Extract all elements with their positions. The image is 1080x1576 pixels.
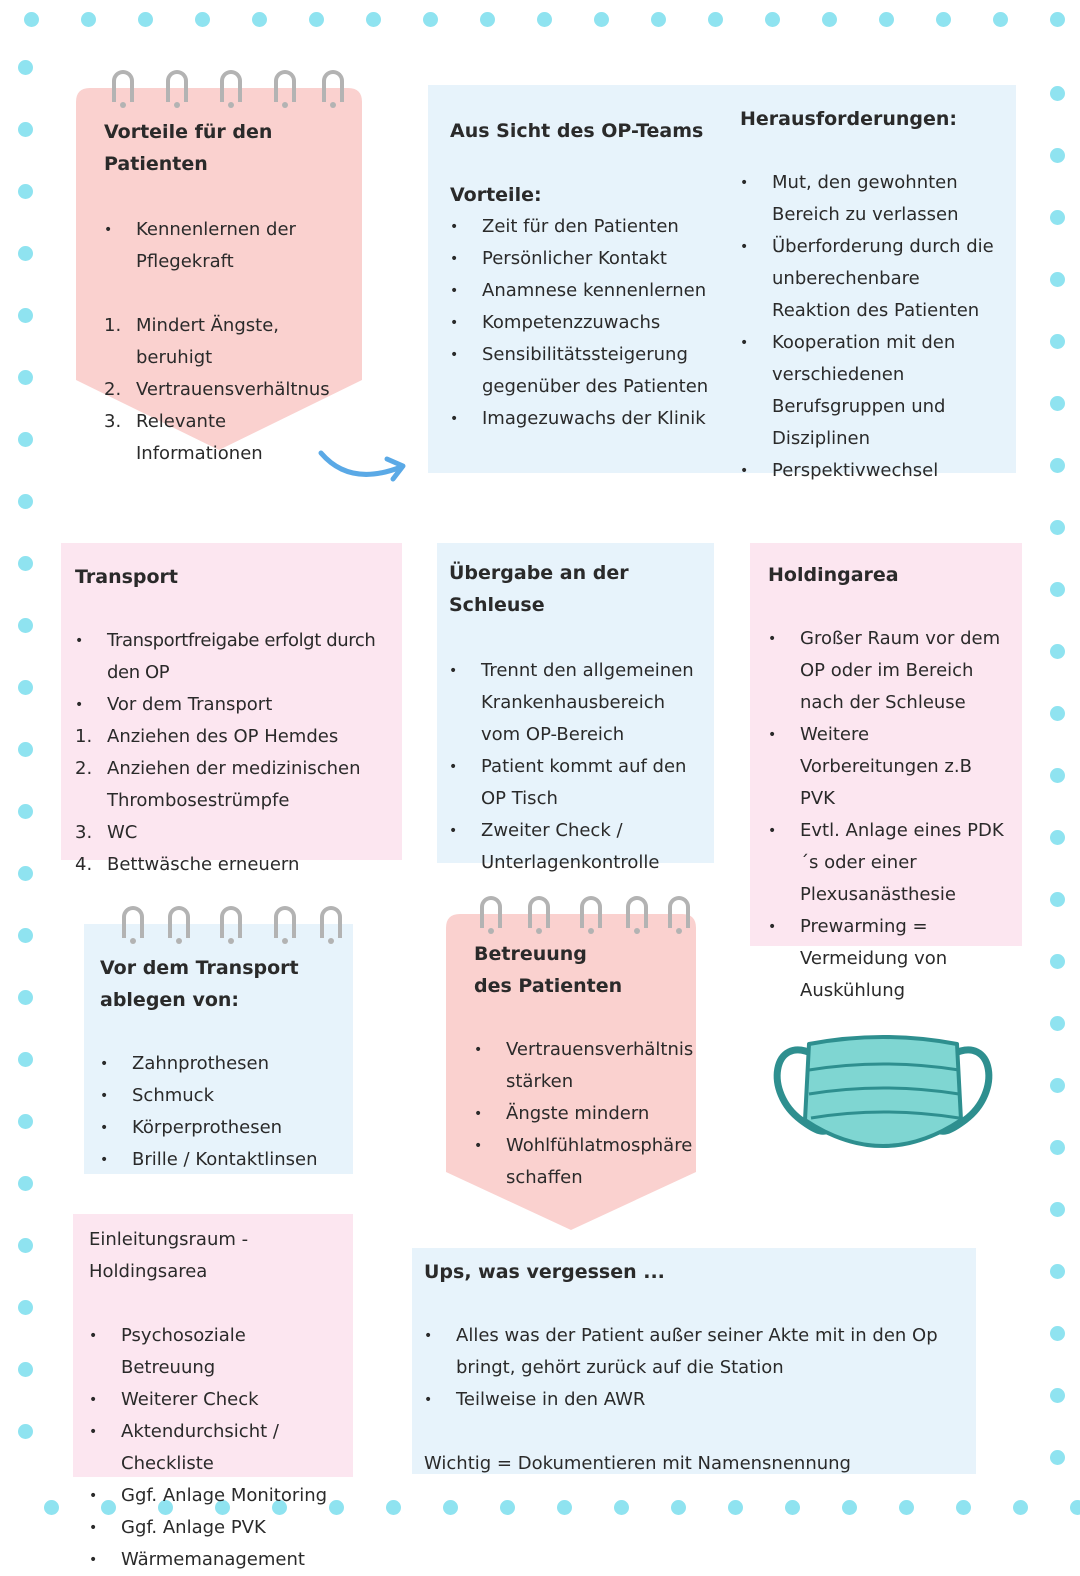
list-item: • Trennt den allgemeinen Krankenhausbereich vom OP-Bereich	[449, 655, 704, 751]
list-item: • Wohlfühlatmosphäre schaffen	[474, 1130, 684, 1194]
list-item: 3. WC	[75, 822, 138, 843]
list-item: • Brille / Kontaktlinsen	[100, 1144, 343, 1176]
border-dot-icon	[537, 12, 552, 27]
border-dot-icon	[1050, 210, 1065, 225]
border-dot-icon	[671, 1500, 686, 1515]
border-dot-icon	[785, 1500, 800, 1515]
border-dot-icon	[18, 866, 33, 881]
list-item: 4. Bettwäsche erneuern	[75, 854, 300, 875]
border-dot-icon	[936, 12, 951, 27]
border-dot-icon	[44, 1500, 59, 1515]
list-item: • Evtl. Anlage eines PDK´s oder einer Plexusanästhesie	[768, 815, 1012, 911]
card-subtitle: Vorteile:	[450, 184, 542, 206]
list-item: • Zweiter Check / Unterlagenkontrolle	[449, 815, 704, 879]
binder-ring-icon	[166, 70, 188, 102]
border-dot-icon	[1050, 830, 1065, 845]
border-dot-icon	[24, 12, 39, 27]
border-dot-icon	[651, 12, 666, 27]
border-dot-icon	[842, 1500, 857, 1515]
list-item: • Großer Raum vor dem OP oder im Bereich nach der Schleuse	[768, 623, 1012, 719]
list-item: • Alles was der Patient außer seiner Akte mit in den Op bringt, gehört zurück auf die Station	[424, 1320, 966, 1384]
border-dot-icon	[1050, 706, 1065, 721]
border-dot-icon	[1050, 396, 1065, 411]
border-dot-icon	[443, 1500, 458, 1515]
list-item: • Sensibilitätssteigerung gegenüber des Patienten	[450, 339, 730, 403]
border-dot-icon	[1050, 1078, 1065, 1093]
list-item: • Teilweise in den AWR	[424, 1384, 966, 1416]
border-dot-icon	[765, 12, 780, 27]
transport-card	[61, 543, 402, 875]
border-dot-icon	[18, 680, 33, 695]
border-dot-icon	[18, 494, 33, 509]
border-dot-icon	[18, 928, 33, 943]
list-item: • Kompetenzzuwachs	[450, 307, 730, 339]
border-dot-icon	[1050, 892, 1065, 907]
border-dot-icon	[500, 1500, 515, 1515]
border-dot-icon	[18, 1114, 33, 1129]
surgical-mask-icon	[765, 1022, 1015, 1172]
border-dot-icon	[18, 1424, 33, 1439]
betreuung-card	[446, 914, 696, 1230]
border-dot-icon	[1050, 272, 1065, 287]
vorteile-patient-card	[76, 88, 362, 464]
binder-ring-icon	[274, 906, 296, 938]
border-dot-icon	[18, 556, 33, 571]
border-dot-icon	[1050, 12, 1065, 27]
border-dot-icon	[18, 1238, 33, 1253]
list-item: • Patient kommt auf den OP Tisch	[449, 751, 704, 815]
list-item: 1. Anziehen des OP Hemdes	[75, 726, 339, 747]
binder-ring-icon	[220, 70, 242, 102]
list-item: • Aktendurchsicht / Checkliste	[89, 1416, 345, 1480]
border-dot-icon	[18, 122, 33, 137]
border-dot-icon	[366, 12, 381, 27]
border-dot-icon	[138, 12, 153, 27]
list-item: • Mut, den gewohnten Bereich zu verlassen	[740, 167, 1002, 231]
card-title: Ups, was vergessen ...	[424, 1261, 665, 1283]
list-item: • Ggf. Anlage PVK	[89, 1512, 345, 1544]
list-item: • Zahnprothesen	[100, 1048, 343, 1080]
border-dot-icon	[18, 1052, 33, 1067]
card-title: Aus Sicht des OP-Teams	[450, 120, 704, 142]
ablegen-card	[84, 924, 353, 1174]
border-dot-icon	[614, 1500, 629, 1515]
list-item: • Schmuck	[100, 1080, 343, 1112]
border-dot-icon	[18, 1362, 33, 1377]
border-dot-icon	[1050, 1388, 1065, 1403]
border-dot-icon	[18, 618, 33, 633]
border-dot-icon	[1050, 954, 1065, 969]
border-dot-icon	[18, 60, 33, 75]
list-item: 2. Vertrauensverhältnus	[104, 379, 330, 400]
binder-ring-icon	[274, 70, 296, 102]
list-item: • Körperprothesen	[100, 1112, 343, 1144]
binder-ring-icon	[322, 70, 344, 102]
list-item: • Weiterer Check	[89, 1384, 345, 1416]
border-dot-icon	[386, 1500, 401, 1515]
card-title: Einleitungsraum - Holdingsarea	[89, 1229, 249, 1282]
binder-ring-icon	[480, 896, 502, 928]
border-dot-icon	[1050, 148, 1065, 163]
border-dot-icon	[956, 1500, 971, 1515]
border-dot-icon	[1013, 1500, 1028, 1515]
list-item: • Perspektivwechsel	[740, 455, 1002, 487]
einleitung-card	[73, 1214, 353, 1570]
binder-ring-icon	[122, 906, 144, 938]
list-item: • Überforderung durch die unberechenbare Reaktion des Patienten	[740, 231, 1002, 327]
border-dot-icon	[1050, 334, 1065, 349]
border-dot-icon	[1050, 1450, 1065, 1465]
binder-ring-icon	[668, 896, 690, 928]
border-dot-icon	[309, 12, 324, 27]
border-dot-icon	[423, 12, 438, 27]
card-title: Vor dem Transport ablegen von:	[100, 957, 299, 1011]
card-title: Betreuung des Patienten	[474, 943, 623, 997]
border-dot-icon	[708, 12, 723, 27]
binder-ring-icon	[320, 906, 342, 938]
border-dot-icon	[1050, 644, 1065, 659]
border-dot-icon	[18, 246, 33, 261]
border-dot-icon	[81, 12, 96, 27]
op-team-card	[428, 85, 1016, 481]
card-title: Vorteile für den Patienten	[104, 121, 273, 175]
schleuse-card	[437, 543, 714, 873]
border-dot-icon	[1050, 458, 1065, 473]
binder-ring-icon	[528, 896, 550, 928]
border-dot-icon	[195, 12, 210, 27]
border-dot-icon	[1050, 86, 1065, 101]
curved-arrow-icon	[315, 445, 415, 490]
list-item: • Anamnese kennenlernen	[450, 275, 730, 307]
border-dot-icon	[18, 184, 33, 199]
border-dot-icon	[1050, 1016, 1065, 1031]
border-dot-icon	[18, 742, 33, 757]
card-title: Holdingarea	[768, 564, 899, 586]
list-item: • Prewarming = Vermeidung von Auskühlung	[768, 911, 1012, 1007]
border-dot-icon	[480, 12, 495, 27]
binder-ring-icon	[220, 906, 242, 938]
border-dot-icon	[899, 1500, 914, 1515]
holdingarea-card	[750, 543, 1022, 1001]
binder-ring-icon	[112, 70, 134, 102]
card-title: Transport	[75, 566, 179, 588]
border-dot-icon	[18, 370, 33, 385]
list-item: • Wärmemanagement	[89, 1544, 345, 1576]
border-dot-icon	[18, 990, 33, 1005]
border-dot-icon	[1050, 1326, 1065, 1341]
border-dot-icon	[18, 1176, 33, 1191]
border-dot-icon	[252, 12, 267, 27]
border-dot-icon	[18, 804, 33, 819]
border-dot-icon	[1050, 1140, 1065, 1155]
border-dot-icon	[728, 1500, 743, 1515]
border-dot-icon	[822, 12, 837, 27]
border-dot-icon	[1050, 520, 1065, 535]
border-dot-icon	[18, 1300, 33, 1315]
border-dot-icon	[1070, 1500, 1080, 1515]
border-dot-icon	[594, 12, 609, 27]
list-item: 1. Mindert Ängste, beruhigt	[104, 315, 279, 368]
binder-ring-icon	[580, 896, 602, 928]
list-item: • Psychosoziale Betreuung	[89, 1320, 345, 1384]
binder-ring-icon	[626, 896, 648, 928]
list-item: • Kennenlernen der Pflegekraft	[104, 214, 354, 278]
list-item: 2. Anziehen der medizinischen Thrombosestrümpfe	[75, 758, 361, 811]
border-dot-icon	[1050, 582, 1065, 597]
border-dot-icon	[1050, 768, 1065, 783]
list-item: • Imagezuwachs der Klinik	[450, 403, 730, 435]
binder-ring-icon	[168, 906, 190, 938]
list-item: • Ängste mindern	[474, 1098, 684, 1130]
list-item: • Ggf. Anlage Monitoring	[89, 1480, 345, 1512]
vergessen-card	[412, 1248, 976, 1474]
list-item: • Kooperation mit den verschiedenen Berufsgruppen und Disziplinen	[740, 327, 1002, 455]
list-item: 3. Relevante Informationen	[104, 411, 263, 464]
card-title: Herausforderungen:	[740, 108, 958, 130]
list-item: • Zeit für den Patienten	[450, 211, 730, 243]
list-item: • Persönlicher Kontakt	[450, 243, 730, 275]
list-item: • Transportfreigabe erfolgt durch den OP	[75, 625, 392, 689]
border-dot-icon	[879, 12, 894, 27]
border-dot-icon	[1050, 1264, 1065, 1279]
border-dot-icon	[18, 308, 33, 323]
border-dot-icon	[993, 12, 1008, 27]
border-dot-icon	[557, 1500, 572, 1515]
border-dot-icon	[1050, 1202, 1065, 1217]
list-item: • Vertrauensverhältnis stärken	[474, 1034, 684, 1098]
border-dot-icon	[18, 432, 33, 447]
card-title: Übergabe an der Schleuse	[449, 562, 629, 616]
list-item: • Weitere Vorbereitungen z.B PVK	[768, 719, 1012, 815]
important-note: Wichtig = Dokumentieren mit Namensnennung	[424, 1453, 851, 1474]
list-item: • Vor dem Transport	[75, 689, 392, 721]
